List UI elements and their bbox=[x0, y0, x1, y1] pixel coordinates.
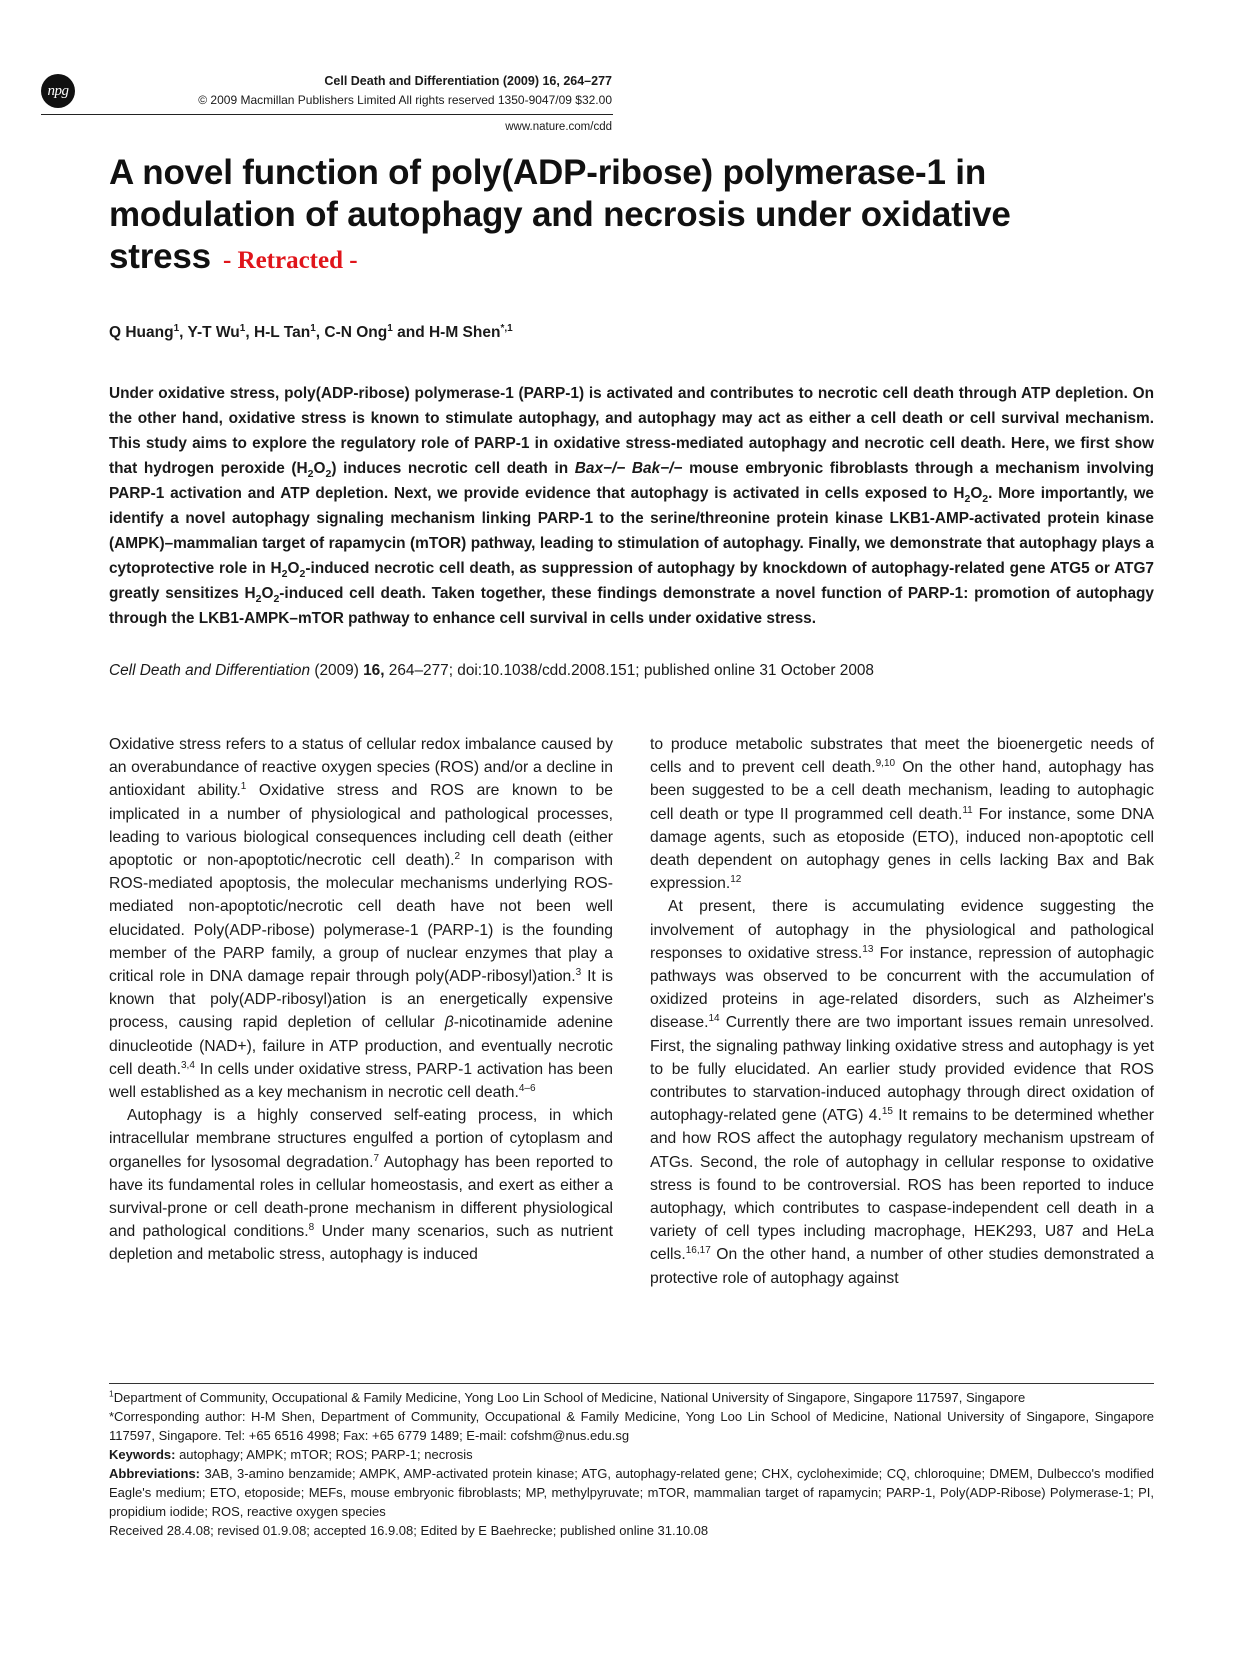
abstract-text: O bbox=[287, 560, 300, 577]
npg-logo: npg bbox=[41, 74, 75, 108]
author-list bbox=[109, 323, 513, 342]
abstract-text: O bbox=[313, 460, 326, 477]
author-sep: and bbox=[392, 324, 429, 342]
author-name: Q Huang bbox=[109, 324, 174, 342]
reference-mark[interactable]: 8 bbox=[308, 1222, 315, 1234]
author-affil: *,1 bbox=[500, 323, 513, 334]
keywords-note bbox=[109, 1445, 1154, 1464]
citation-volume: 16, bbox=[363, 662, 385, 679]
abstract-text: ) induces necrotic cell death in bbox=[331, 460, 575, 477]
body-text: Oxidative stress and ROS are known to be implicated in a number of physiological and pathological processes, leading to various biological consequences including cell death (either apoptotic or non-apoptotic/necrotic cell death). bbox=[109, 782, 613, 870]
author-affil: 1 bbox=[387, 323, 393, 334]
body-text: -nicotinamide adenine dinucleotide (NAD+), failure in ATP production, and eventually necrotic cell death. bbox=[109, 1014, 613, 1078]
subscript: 2 bbox=[281, 568, 288, 581]
keywords-text: autophagy; AMPK; mTOR; ROS; PARP-1; necrosis bbox=[175, 1447, 473, 1462]
header-rule bbox=[41, 114, 613, 115]
abbreviations-label: Abbreviations: bbox=[109, 1466, 201, 1481]
affil-mark: 1 bbox=[109, 1388, 114, 1399]
title-line-3: stress bbox=[109, 237, 211, 276]
abbreviations-note bbox=[109, 1464, 1154, 1521]
reference-mark[interactable]: 16,17 bbox=[685, 1245, 711, 1257]
author-sep: , bbox=[179, 324, 188, 342]
citation-journal: Cell Death and Differentiation bbox=[109, 662, 311, 679]
abstract-text: -induced necrotic cell death, as suppression of autophagy by knockdown of autophagy-related gene ATG5 or ATG7 greatly sensitizes H bbox=[109, 560, 1154, 602]
article-title bbox=[109, 152, 1109, 282]
author-affil: 1 bbox=[310, 323, 316, 334]
author-sep: , bbox=[315, 324, 325, 342]
reference-mark[interactable]: 1 bbox=[240, 781, 247, 793]
journal-url[interactable]: www.nature.com/cdd bbox=[505, 121, 612, 133]
reference-mark[interactable]: 15 bbox=[881, 1106, 893, 1118]
abstract-text: . More importantly, we identify a novel autophagy signaling mechanism linking PARP-1 to the serine/threonine protein kinase LKB1-AMP-activated protein kinase (AMPK)–mammalian target of rapamycin (mTOR) pathway, leading to stimulation of autophagy. Finally, we demonstrate that autophagy plays a cytoprotective role in H bbox=[109, 485, 1154, 577]
reference-mark[interactable]: 4–6 bbox=[518, 1082, 536, 1094]
received-note bbox=[109, 1521, 1154, 1540]
body-column-left bbox=[109, 733, 613, 1267]
subscript: 2 bbox=[964, 493, 971, 506]
retracted-stamp: - Retracted - bbox=[222, 247, 358, 274]
body-paragraph bbox=[109, 1104, 613, 1266]
abstract-text: O bbox=[261, 585, 274, 602]
body-text: Autophagy is a highly conserved self-eating process, in which intracellular membrane structures engulfed a portion of cytoplasm and organelles for lysosomal degradation. bbox=[109, 1107, 613, 1171]
body-text: On the other hand, a number of other studies demonstrated a protective role of autophagy against bbox=[650, 1246, 1154, 1287]
subscript: 2 bbox=[325, 468, 332, 481]
reference-mark[interactable]: 11 bbox=[962, 804, 973, 816]
abstract-text: O bbox=[970, 485, 983, 502]
body-column-right bbox=[650, 733, 1154, 1290]
title-line-1: A novel function of poly(ADP-ribose) polymerase-1 in bbox=[109, 153, 987, 192]
body-paragraph bbox=[650, 733, 1154, 895]
citation-year: (2009) bbox=[310, 662, 364, 679]
abstract bbox=[109, 381, 1154, 631]
affiliation-text: Department of Community, Occupational & Family Medicine, Yong Loo Lin School of Medicine, National University of Singapore, Singapore 117597, Singapore bbox=[113, 1390, 1026, 1405]
body-paragraph bbox=[109, 733, 613, 1104]
genotype: Bax−/− Bak−/− bbox=[574, 460, 683, 477]
footnotes bbox=[109, 1388, 1154, 1540]
copyright-line: © 2009 Macmillan Publishers Limited All rights reserved 1350-9047/09 $32.00 bbox=[198, 93, 612, 107]
reference-mark[interactable]: 7 bbox=[373, 1152, 380, 1164]
body-text: Currently there are two important issues remain unresolved. First, the signaling pathway linking oxidative stress and autophagy is yet to be fully elucidated. An earlier study provided evidence that ROS contributes to starvation-induced autophagy through direct oxidation of autophagy-related gene (ATG) 4. bbox=[650, 1014, 1154, 1125]
body-text: For instance, some DNA damage agents, such as etoposide (ETO), induced non-apoptotic cell death dependent on autophagy genes in cells lacking Bax and Bak expression. bbox=[650, 805, 1154, 893]
citation-doi[interactable]: 264–277; doi:10.1038/cdd.2008.151; published online 31 October 2008 bbox=[384, 662, 874, 679]
body-text: For instance, repression of autophagic pathways was observed to be concurrent with the accumulation of oxidized proteins in age-related disorders, such as Alzheimer's disease. bbox=[650, 944, 1154, 1032]
subscript: 2 bbox=[273, 593, 280, 606]
corresponding-note bbox=[109, 1407, 1154, 1445]
body-text: In cells under oxidative stress, PARP-1 activation has been well established as a key mechanism in necrotic cell death. bbox=[109, 1060, 613, 1102]
body-paragraph bbox=[650, 895, 1154, 1289]
subscript: 2 bbox=[982, 493, 989, 506]
body-text: Oxidative stress refers to a status of cellular redox imbalance caused by an overabundance of reactive oxygen species (ROS) and/or a decline in antioxidant ability. bbox=[109, 736, 613, 800]
corresponding-text: *Corresponding author: H-M Shen, Department of Community, Occupational & Family Medicine, Yong Loo Lin School of Medicine, National University of Singapore, Singapore 117597, Singapore. Tel: +65 6516 4998; Fax: +65 6779 1489; E-mail: cofshm@nus.edu.sg bbox=[109, 1409, 1154, 1443]
author-affil: 1 bbox=[173, 323, 180, 334]
author-name: H-L Tan bbox=[253, 324, 311, 342]
abstract-text: mouse embryonic fibroblasts through a mechanism involving PARP-1 activation and ATP depletion. Next, we provide evidence that autophagy is activated in cells exposed to H bbox=[109, 460, 1154, 502]
reference-mark[interactable]: 14 bbox=[708, 1013, 720, 1025]
reference-mark[interactable]: 12 bbox=[730, 873, 742, 885]
subscript: 2 bbox=[255, 593, 262, 606]
author-sep: , bbox=[245, 324, 254, 342]
reference-mark[interactable]: 3,4 bbox=[180, 1059, 195, 1071]
body-text: It is known that poly(ADP-ribosyl)ation is an energetically expensive process, causing rapid depletion of cellular bbox=[109, 968, 613, 1032]
keywords-label: Keywords: bbox=[109, 1447, 176, 1462]
body-text: to produce metabolic substrates that meet the bioenergetic needs of cells and to prevent cell death. bbox=[650, 736, 1154, 777]
beta-symbol: β bbox=[444, 1014, 454, 1032]
affiliation-note bbox=[109, 1388, 1154, 1407]
body-text: On the other hand, autophagy has been suggested to be a cell death mechanism, leading to autophagic cell death or type II programmed cell death. bbox=[650, 759, 1155, 823]
body-text: At present, there is accumulating evidence suggesting the involvement of autophagy in the physiological and pathological responses to oxidative stress. bbox=[650, 898, 1154, 962]
abbreviations-text: 3AB, 3-amino benzamide; AMPK, AMP-activated protein kinase; ATG, autophagy-related gene; CHX, cycloheximide; CQ, chloroquine; DMEM, Dulbecco's modified Eagle's medium; ETO, etoposide; MEFs, mouse embryonic fibroblasts; MP, methylpyruvate; mTOR, mammalian target of rapamycin; PARP-1, Poly(ADP-Ribose) Polymerase-1; PI, propidium iodide; ROS, reactive oxygen species bbox=[109, 1466, 1154, 1519]
footnote-rule bbox=[109, 1383, 1154, 1384]
author-name: Y-T Wu bbox=[187, 324, 240, 342]
reference-mark[interactable]: 13 bbox=[862, 943, 874, 955]
reference-mark[interactable]: 3 bbox=[575, 966, 582, 978]
reference-mark[interactable]: 9,10 bbox=[875, 757, 896, 769]
journal-header: Cell Death and Differentiation (2009) 16, 264–277 bbox=[324, 74, 612, 88]
author-affil: 1 bbox=[239, 323, 246, 334]
abstract-text: -induced cell death. Taken together, these findings demonstrate a novel function of PARP-1: promotion of autophagy through the LKB1-AMPK–mTOR pathway to enhance cell survival in cells under oxidative stress. bbox=[109, 585, 1154, 627]
author-name: C-N Ong bbox=[324, 324, 388, 342]
subscript: 2 bbox=[307, 468, 314, 481]
abstract-text: Under oxidative stress, poly(ADP-ribose) polymerase-1 (PARP-1) is activated and contributes to necrotic cell death through ATP depletion. On the other hand, oxidative stress is known to stimulate autophagy, and autophagy may act as either a cell death or cell survival mechanism. This study aims to explore the regulatory role of PARP-1 in oxidative stress-mediated autophagy and necrotic cell death. Here, we first show that hydrogen peroxide (H bbox=[109, 385, 1154, 477]
author-name: H-M Shen bbox=[428, 324, 501, 342]
received-text: Received 28.4.08; revised 01.9.08; accepted 16.9.08; Edited by E Baehrecke; published online 31.10.08 bbox=[109, 1523, 709, 1538]
title-line-2: modulation of autophagy and necrosis under oxidative bbox=[109, 195, 1011, 234]
citation-line bbox=[109, 662, 874, 680]
body-text: Autophagy has been reported to have its fundamental roles in cellular homeostasis, and exert as either a survival-prone or cell death-prone mechanism in different physiological and pathological conditions. bbox=[109, 1153, 613, 1241]
body-text: Under many scenarios, such as nutrient depletion and metabolic stress, autophagy is induced bbox=[109, 1223, 613, 1264]
reference-mark[interactable]: 2 bbox=[454, 850, 461, 862]
body-text: In comparison with ROS-mediated apoptosis, the molecular mechanisms underlying ROS-mediated non-apoptotic/necrotic cell death have not been well elucidated. Poly(ADP-ribose) polymerase-1 (PARP-1) is the founding member of the PARP family, a group of nuclear enzymes that play a critical role in DNA damage repair through poly(ADP-ribosyl)ation. bbox=[109, 852, 613, 986]
subscript: 2 bbox=[299, 568, 306, 581]
body-text: It remains to be determined whether and how ROS affect the autophagy regulatory mechanism upstream of ATGs. Second, the role of autophagy in cellular response to oxidative stress is found to be controversial. ROS has been reported to induce autophagy, which contributes to caspase-independent cell death in a variety of cell types including macrophage, HEK293, U87 and HeLa cells. bbox=[650, 1107, 1154, 1264]
